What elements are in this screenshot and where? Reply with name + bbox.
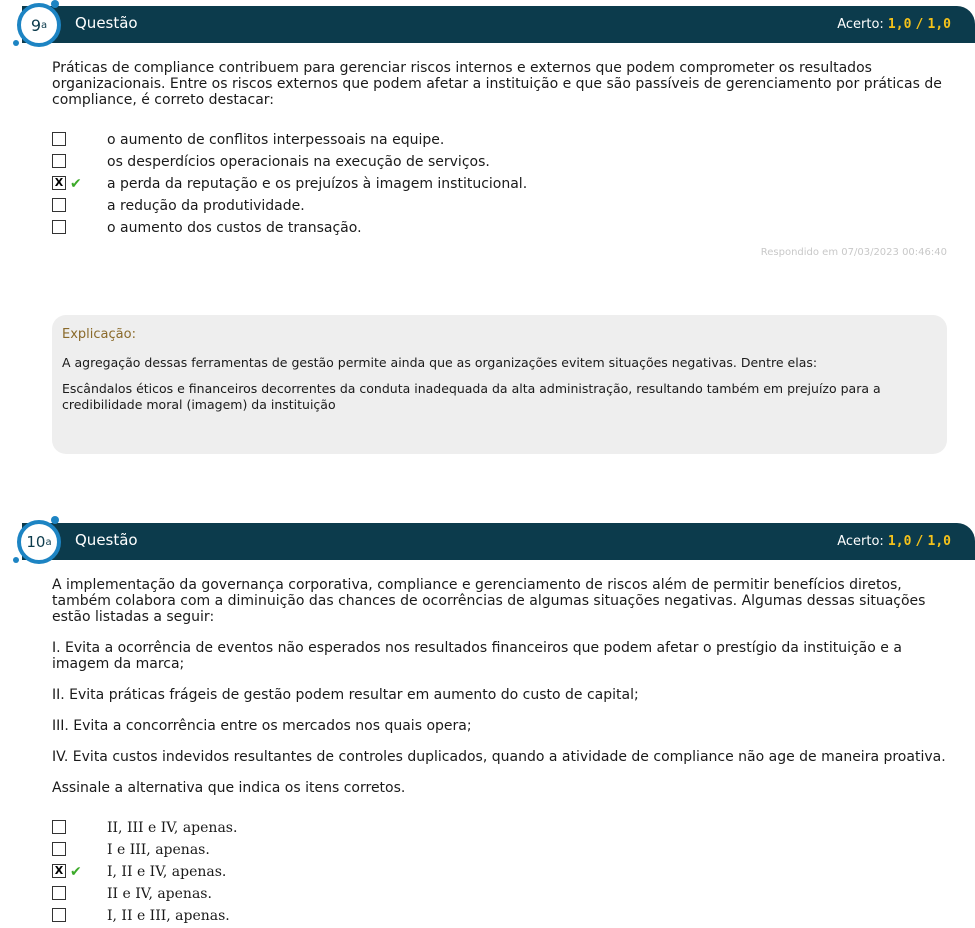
option-3[interactable] xyxy=(52,173,952,195)
option-5[interactable] xyxy=(52,905,952,927)
option-label: o aumento de conflitos interpessoais na equipe. xyxy=(107,132,445,148)
option-2[interactable] xyxy=(52,839,952,861)
option-4[interactable] xyxy=(52,883,952,905)
explanation-paragraph: Escândalos éticos e financeiros decorrentes da conduta inadequada da alta administração, resultando também em prejuízo para a credibilidade moral (imagem) da instituição xyxy=(62,381,881,412)
score-separator: / xyxy=(915,534,924,549)
statement-text: Práticas de compliance contribuem para gerenciar riscos internos e externos que podem comprometer os resultados organizacionais. Entre os riscos externos que podem afetar a instituição e que são passíveis de gerenciamento por práticas de compliance, é correto destacar: xyxy=(52,60,942,108)
option-2[interactable] xyxy=(52,151,952,173)
checkbox[interactable] xyxy=(52,132,66,146)
explanation-paragraph: A agregação dessas ferramentas de gestão permite ainda que as organizações evitem situações negativas. Dentre elas: xyxy=(62,355,818,370)
question-10-statement xyxy=(52,577,957,811)
option-1[interactable] xyxy=(52,129,952,151)
question-9-header xyxy=(22,6,975,43)
badge-dot-icon xyxy=(51,0,59,8)
explanation-box xyxy=(52,315,947,454)
question-9-badge xyxy=(17,3,61,47)
ordinal: a xyxy=(41,19,48,31)
checkbox[interactable] xyxy=(52,154,66,168)
question-10-options xyxy=(52,817,952,927)
option-label: os desperdícios operacionais na execução de serviços. xyxy=(107,154,490,170)
option-label: I, II e III, apenas. xyxy=(107,908,230,924)
question-9-options xyxy=(52,129,952,239)
checkbox[interactable] xyxy=(52,198,66,212)
option-label: II, III e IV, apenas. xyxy=(107,820,238,836)
option-label: a redução da produtividade. xyxy=(107,198,305,214)
explanation-title: Explicação: xyxy=(62,327,136,342)
option-label: o aumento dos custos de transação. xyxy=(107,220,362,236)
checkbox[interactable] xyxy=(52,886,66,900)
question-10-title: Questão xyxy=(75,531,138,549)
checkbox-checked[interactable]: X xyxy=(52,176,66,190)
question-10-badge xyxy=(17,520,61,564)
score-value: 1,0 xyxy=(887,17,912,32)
question-number: 9 xyxy=(30,15,42,35)
answered-timestamp: Respondido em 07/03/2023 00:46:40 xyxy=(760,247,947,258)
statement-paragraph: Assinale a alternativa que indica os itens corretos. xyxy=(52,780,406,796)
score-total: 1,0 xyxy=(927,17,951,32)
explanation-body xyxy=(62,355,922,423)
option-1[interactable] xyxy=(52,817,952,839)
checkbox[interactable] xyxy=(52,220,66,234)
option-label: a perda da reputação e os prejuízos à imagem institucional. xyxy=(107,176,528,192)
option-5[interactable] xyxy=(52,217,952,239)
option-label: I e III, apenas. xyxy=(107,842,210,858)
statement-paragraph: IV. Evita custos indevidos resultantes de controles duplicados, quando a atividade de compliance não age de maneira proativa. xyxy=(52,749,946,765)
acerto-label: Acerto: xyxy=(837,17,884,32)
question-9-score xyxy=(837,17,951,32)
score-separator: / xyxy=(915,17,924,32)
statement-paragraph: I. Evita a ocorrência de eventos não esperados nos resultados financeiros que podem afetar o prestígio da instituição e a imagem da marca; xyxy=(52,640,902,672)
question-number: 10 xyxy=(26,533,46,551)
correct-check-icon: ✔ xyxy=(70,176,82,192)
option-4[interactable] xyxy=(52,195,952,217)
acerto-label: Acerto: xyxy=(837,534,884,549)
badge-dot-icon xyxy=(13,40,19,46)
option-label: I, II e IV, apenas. xyxy=(107,864,227,880)
checkbox[interactable] xyxy=(52,908,66,922)
option-3[interactable] xyxy=(52,861,952,883)
correct-check-icon: ✔ xyxy=(70,864,82,880)
checkbox[interactable] xyxy=(52,820,66,834)
ordinal: a xyxy=(45,536,52,548)
statement-paragraph: III. Evita a concorrência entre os mercados nos quais opera; xyxy=(52,718,472,734)
score-total: 1,0 xyxy=(927,534,951,549)
option-label: II e IV, apenas. xyxy=(107,886,212,902)
statement-paragraph: II. Evita práticas frágeis de gestão podem resultar em aumento do custo de capital; xyxy=(52,687,639,703)
statement-paragraph: A implementação da governança corporativa, compliance e gerenciamento de riscos além de permitir benefícios diretos, também colabora com a diminuição das chances de ocorrências de algumas situações negativas. Algumas dessas situações estão listadas a seguir: xyxy=(52,577,926,625)
question-9-statement xyxy=(52,60,957,123)
badge-dot-icon xyxy=(51,516,59,524)
score-value: 1,0 xyxy=(887,534,912,549)
checkbox[interactable] xyxy=(52,842,66,856)
badge-dot-icon xyxy=(13,557,19,563)
question-9-title: Questão xyxy=(75,14,138,32)
checkbox-checked[interactable]: X xyxy=(52,864,66,878)
question-10-header xyxy=(22,523,975,560)
question-10-score xyxy=(837,534,951,549)
